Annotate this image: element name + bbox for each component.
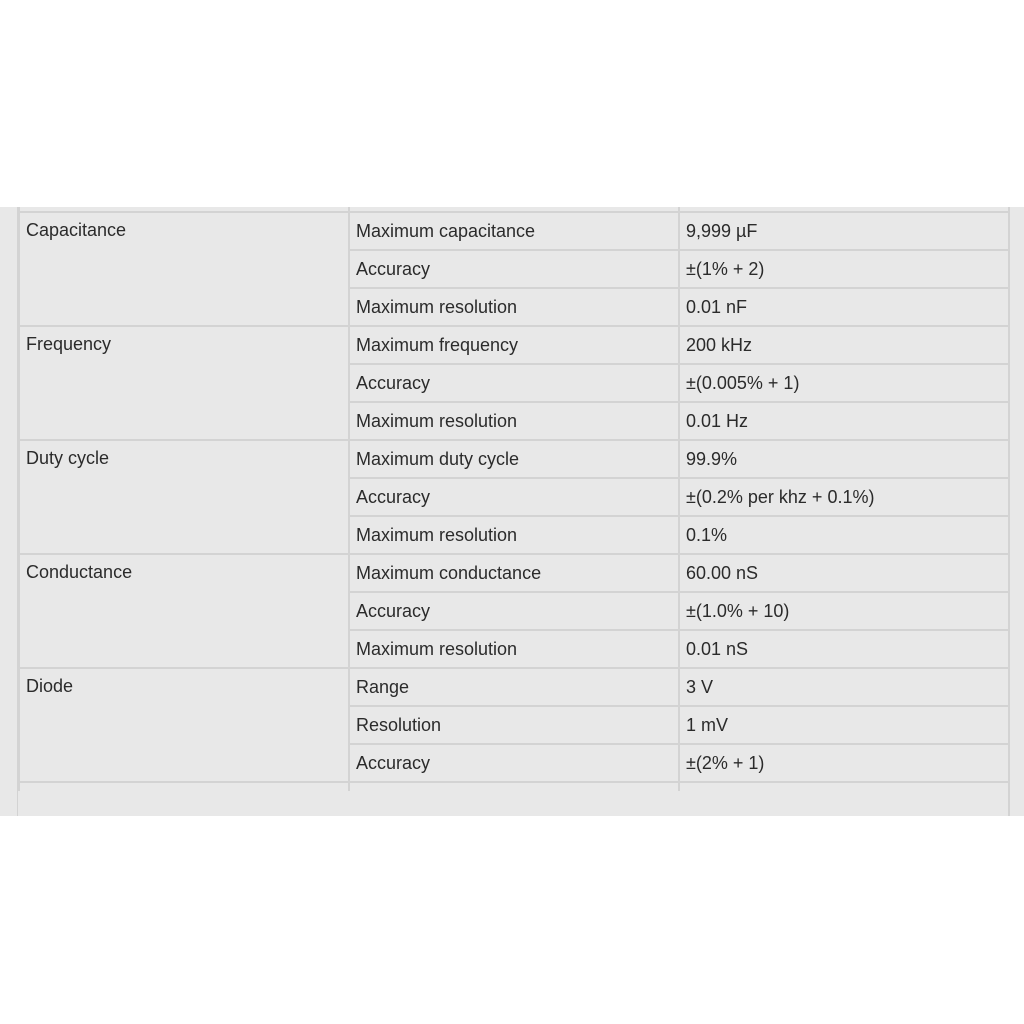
parameter-cell: Resolution	[349, 706, 679, 744]
value-cell: 0.01 nF	[679, 288, 1009, 326]
parameter-cell: Maximum resolution	[349, 516, 679, 554]
table-row-stub-bottom	[19, 782, 1009, 791]
table-row	[19, 554, 1009, 592]
stub-cell	[349, 782, 679, 791]
value-cell: ±(0.2% per khz + 0.1%)	[679, 478, 1009, 516]
value-cell: 0.01 nS	[679, 630, 1009, 668]
category-cell: Conductance	[19, 554, 349, 668]
spec-table	[18, 207, 1010, 791]
value-cell: ±(2% + 1)	[679, 744, 1009, 782]
parameter-cell: Accuracy	[349, 478, 679, 516]
spec-table-region	[0, 207, 1024, 816]
parameter-cell: Accuracy	[349, 250, 679, 288]
value-cell: 200 kHz	[679, 326, 1009, 364]
parameter-cell: Range	[349, 668, 679, 706]
parameter-cell: Maximum resolution	[349, 402, 679, 440]
table-row	[19, 440, 1009, 478]
table-row	[19, 212, 1009, 250]
value-cell: 3 V	[679, 668, 1009, 706]
parameter-cell: Accuracy	[349, 592, 679, 630]
value-cell: 60.00 nS	[679, 554, 1009, 592]
table-row	[19, 668, 1009, 706]
value-cell: 99.9%	[679, 440, 1009, 478]
parameter-cell: Accuracy	[349, 744, 679, 782]
value-cell: 9,999 µF	[679, 212, 1009, 250]
parameter-cell: Maximum frequency	[349, 326, 679, 364]
table-row	[19, 326, 1009, 364]
category-cell: Duty cycle	[19, 440, 349, 554]
parameter-cell: Maximum resolution	[349, 288, 679, 326]
parameter-cell: Maximum duty cycle	[349, 440, 679, 478]
value-cell: 0.01 Hz	[679, 402, 1009, 440]
value-cell: 0.1%	[679, 516, 1009, 554]
category-cell: Frequency	[19, 326, 349, 440]
parameter-cell: Maximum resolution	[349, 630, 679, 668]
stub-cell	[679, 782, 1009, 791]
category-cell: Capacitance	[19, 212, 349, 326]
value-cell: ±(1.0% + 10)	[679, 592, 1009, 630]
parameter-cell: Maximum capacitance	[349, 212, 679, 250]
category-cell: Diode	[19, 668, 349, 782]
parameter-cell: Maximum conductance	[349, 554, 679, 592]
value-cell: ±(0.005% + 1)	[679, 364, 1009, 402]
parameter-cell: Accuracy	[349, 364, 679, 402]
stub-cell	[19, 782, 349, 791]
value-cell: ±(1% + 2)	[679, 250, 1009, 288]
value-cell: 1 mV	[679, 706, 1009, 744]
